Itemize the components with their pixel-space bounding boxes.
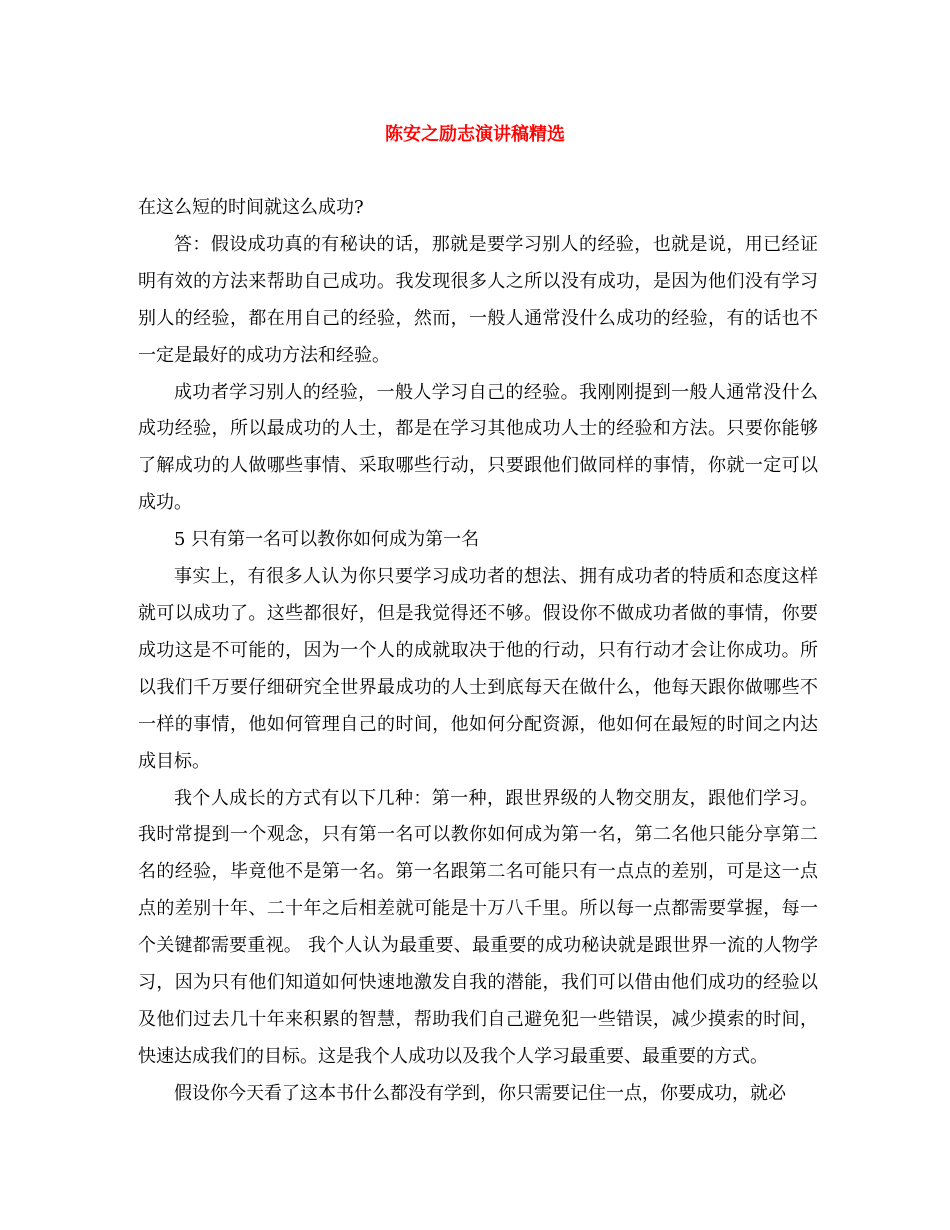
section-heading: 5 只有第一名可以教你如何成为第一名 bbox=[174, 529, 480, 551]
paragraph-learn-from-others: 成功者学习别人的经验，一般人学习自己的经验。我刚刚提到一般人通常没什么成功经验，所以最成功的人士，都是在学习其他成功人士的经验和方法。只要你能够了解成功的人做哪些事情、采取哪些行动，只要跟他们做同样的事情，你就一定可以成功。 bbox=[138, 381, 818, 514]
paragraph-action: 事实上，有很多人认为你只要学习成功者的想法、拥有成功者的特质和态度这样就可以成功了。这些都很好，但是我觉得还不够。假设你不做成功者做的事情，你要成功这是不可能的，因为一个人的成就取决于他的行动，只有行动才会让你成功。所以我们千万要仔细研究全世界最成功的人士到底每天在做什么，他每天跟你做哪些不一样的事情，他如何管理自己的时间，他如何分配资源，他如何在最短的时间之内达成目标。 bbox=[138, 566, 818, 772]
paragraph-answer: 答：假设成功真的有秘诀的话，那就是要学习别人的经验，也就是说，用已经证明有效的方法来帮助自己成功。我发现很多人之所以没有成功，是因为他们没有学习别人的经验，都在用自己的经验，然而，一般人通常没什么成功的经验，有的话也不一定是最好的成功方法和经验。 bbox=[138, 233, 818, 366]
paragraph-question: 在这么短的时间就这么成功? bbox=[138, 197, 364, 218]
paragraph-growth-methods: 我个人成长的方式有以下几种：第一种，跟世界级的人物交朋友，跟他们学习。我时常提到一个观念，只有第一名可以教你如何成为第一名，第二名他只能分享第二名的经验，毕竟他不是第一名。第一名跟第二名可能只有一点点的差别，可是这一点点的差别十年、二十年之后相差就可能是十万八千里。所以每一点都需要掌握，每一个关键都需要重视。 我个人认为最重要、最重要的成功秘诀就是跟世界一流的人物学习，因为只有他们知道如何快速地激发自我的潜能，我们可以借由他们成功的经验以及他们过去几十年来积累的智慧，帮助我们自己避免犯一些错误，减少摸索的时间，快速达成我们的目标。这是我个人成功以及我个人学习最重要、最重要的方式。 bbox=[138, 787, 818, 1067]
document-title: 陈安之励志演讲稿精选 bbox=[385, 124, 565, 145]
paragraph-final: 假设你今天看了这本书什么都没有学到，你只需要记住一点，你要成功，就必 bbox=[174, 1082, 786, 1104]
document-body bbox=[138, 190, 818, 1113]
